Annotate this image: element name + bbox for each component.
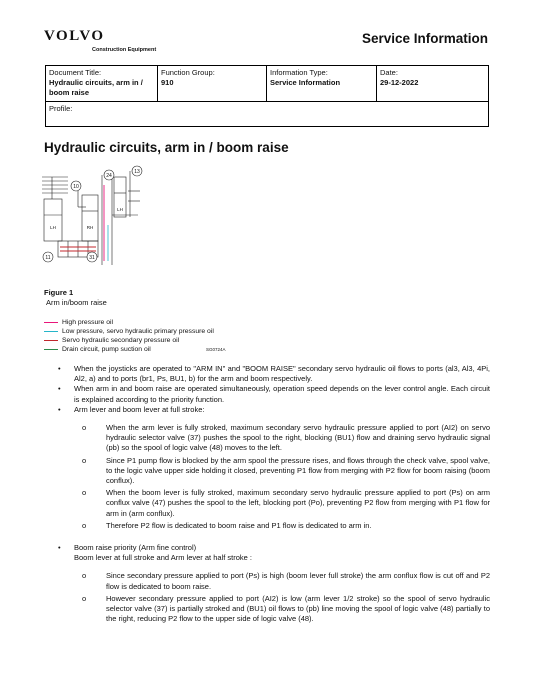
sub-item xyxy=(58,423,490,454)
document-title-cell xyxy=(46,66,158,102)
legend-label: High pressure oil xyxy=(62,319,113,326)
figure-caption: Arm in/boom raise xyxy=(46,298,107,307)
bullet-text-line2: Boom lever at full stroke and Arm lever at half stroke : xyxy=(74,553,252,563)
callout-13: 13 xyxy=(134,169,140,175)
date-label: Date: xyxy=(380,68,398,77)
information-type-label: Information Type: xyxy=(270,68,328,77)
legend-swatch xyxy=(44,349,58,351)
sub-mark: o xyxy=(82,488,87,498)
label-lh-right: LH xyxy=(117,207,123,212)
bullet-text: When the joysticks are operated to "ARM IN" and "BOOM RAISE" secondary servo hydraulic oil flows to ports (al3, Al3, 4Pi, Al2, a) and to ports (br1, Ps, BU1, b) for the arm and boom respectively. xyxy=(74,364,490,384)
sub-text: However secondary pressure applied to port (AI2) is low (arm lever 1/2 stroke) so the spool of servo hydraulic selector valve (37) is partially stroked and (BU1) oil flows to (pb) line moving the spool of logic valve (48) partially to the right, reducing P2 flow to the upper side of logic valve (48). xyxy=(106,593,490,624)
legend-item-low-pressure xyxy=(44,327,214,336)
bullet-mark: • xyxy=(58,384,61,394)
sub-text: Since secondary pressure applied to port (Ps) is high (boom lever full stroke) the arm conflux flow is cut off and P2 flow is dedicated to boom raise. xyxy=(106,571,490,591)
information-type-value: Service Information xyxy=(270,78,341,87)
label-rh: RH xyxy=(86,225,94,230)
legend-item-secondary-pressure xyxy=(44,336,214,345)
legend-label: Servo hydraulic secondary pressure oil xyxy=(62,337,180,344)
sub-text: Therefore P2 flow is dedicated to boom raise and P1 flow is dedicated to arm in. xyxy=(106,520,372,530)
date-value: 29-12-2022 xyxy=(380,78,419,87)
sub-text: When the arm lever is fully stroked, maximum secondary servo hydraulic pressure applied to port (AI2) on servo hydraulic selector valve (37) pushes the spool to the right, blocking (BU1) flow and draining servo hydraulic signal (pb) so the spool of logic valve (48) moves to the left. xyxy=(106,423,490,453)
sub-item xyxy=(58,594,490,625)
hydraulic-circuit-figure xyxy=(40,165,148,265)
volvo-logo xyxy=(44,29,156,53)
bullet-item xyxy=(58,405,490,415)
bullet-item xyxy=(58,364,490,384)
legend-item-drain-circuit xyxy=(44,345,214,354)
callout-31: 31 xyxy=(89,255,95,261)
function-group-cell xyxy=(158,66,267,102)
sub-text: When the boom lever is fully stroked, maximum secondary servo hydraulic pressure applied to port (Ps) on arm conflux valve (47) pushes the spool to the left, blocking port (Po), preventing P2 flow from merging with P1 flow for arm in (arm conflux). xyxy=(106,488,490,518)
sub-mark: o xyxy=(82,455,87,465)
spacer xyxy=(58,531,490,543)
legend-swatch xyxy=(44,322,58,324)
information-type-cell xyxy=(267,66,377,102)
sub-item xyxy=(58,456,490,487)
bullet-text: Arm lever and boom lever at full stroke: xyxy=(74,404,205,414)
document-title-label: Document Title: xyxy=(49,68,102,77)
callout-11: 11 xyxy=(45,255,51,261)
metadata-table xyxy=(45,65,489,127)
function-group-label: Function Group: xyxy=(161,68,215,77)
legend-swatch xyxy=(44,331,58,333)
bullet-item xyxy=(58,384,490,404)
bullet-mark: • xyxy=(58,543,61,553)
legend-label: Low pressure, servo hydraulic primary pressure oil xyxy=(62,328,214,335)
sub-mark: o xyxy=(82,571,87,581)
callout-24: 24 xyxy=(106,173,112,179)
document-header-title: Service Information xyxy=(361,31,488,46)
body-content xyxy=(58,364,490,624)
label-lh-left: LH xyxy=(50,225,56,230)
sub-mark: o xyxy=(82,520,87,530)
profile-label: Profile: xyxy=(49,104,73,113)
sub-mark: o xyxy=(82,423,87,433)
date-cell xyxy=(377,66,489,102)
bullet-mark: • xyxy=(58,404,61,414)
figure-code: SG0724A xyxy=(206,347,226,352)
logo-wordmark: VOLVO xyxy=(44,28,105,44)
page-title: Hydraulic circuits, arm in / boom raise xyxy=(44,140,289,155)
legend-item-high-pressure xyxy=(44,318,214,327)
callout-10: 10 xyxy=(73,184,79,190)
legend xyxy=(44,318,214,354)
function-group-value: 910 xyxy=(161,78,174,87)
bullet-mark: • xyxy=(58,364,61,373)
sub-text: Since P1 pump flow is blocked by the arm spool the pressure rises, and flows through the check valve, spool valve, to the logic valve upper side holding it closed, preventing P1 flow from merging with P2 flow for boom raising (boom conflux). xyxy=(106,455,490,486)
legend-swatch xyxy=(44,340,58,342)
bullet-item xyxy=(58,543,490,563)
logo-subtitle: Construction Equipment xyxy=(92,47,157,53)
bullet-text: When arm in and boom raise are operated simultaneously, operation speed depends on the lever control angle. Each circuit is explained according to the priority function. xyxy=(74,384,490,404)
profile-cell xyxy=(46,102,489,127)
sub-item xyxy=(58,571,490,591)
sub-item xyxy=(58,488,490,519)
bullet-text: Boom raise priority (Arm fine control) xyxy=(74,543,197,553)
document-title-value: Hydraulic circuits, arm in / boom raise xyxy=(49,78,143,97)
figure-label: Figure 1 xyxy=(44,288,74,297)
sub-mark: o xyxy=(82,593,87,603)
sub-item xyxy=(58,521,490,531)
legend-label: Drain circuit, pump suction oil xyxy=(62,346,151,353)
